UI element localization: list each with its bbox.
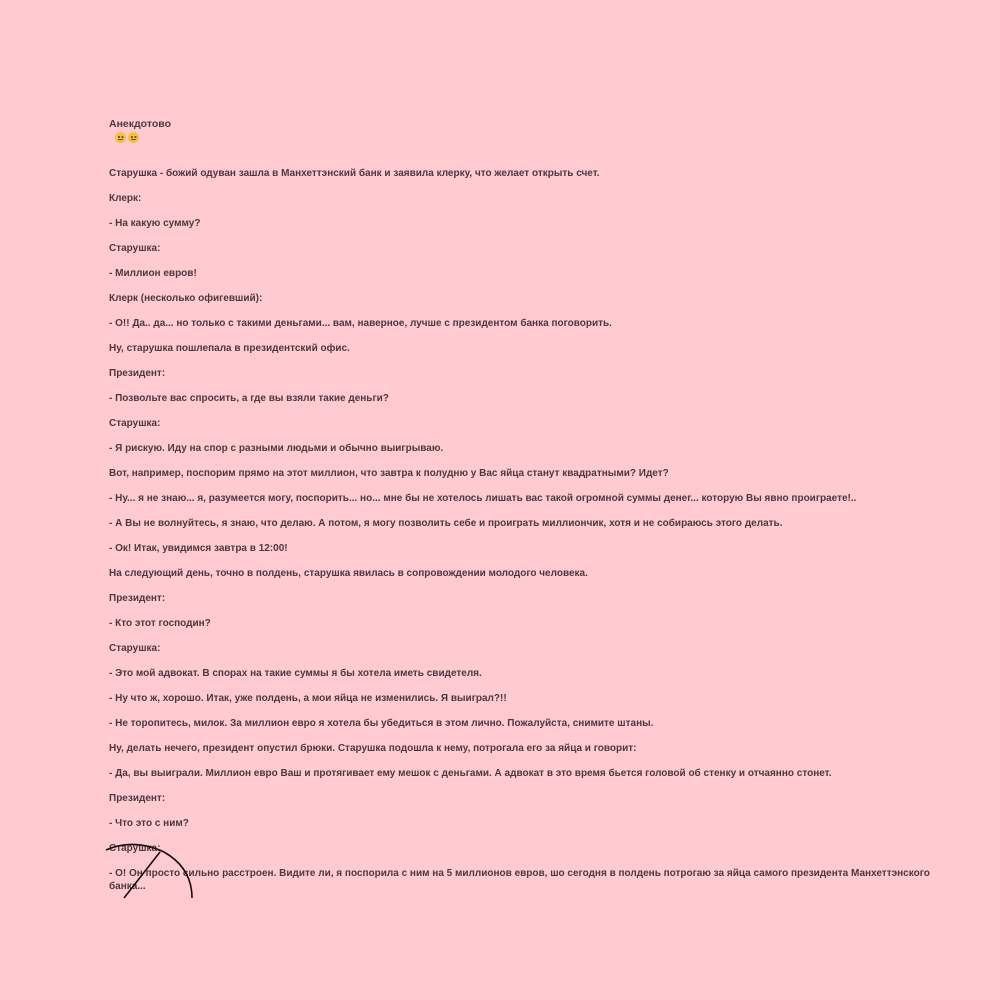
post-line: - Это мой адвокат. В спорах на такие суммы я бы хотела иметь свидетеля.: [109, 668, 482, 679]
smiling-face-icon: [128, 132, 139, 143]
post-line: - На какую сумму?: [109, 218, 201, 229]
post-line: Клерк:: [109, 193, 142, 204]
post-line: - Позвольте вас спросить, а где вы взяли такие деньги?: [109, 393, 389, 404]
post-line: - Что это с ним?: [109, 818, 189, 829]
post-line: Вот, например, поспорим прямо на этот миллион, что завтра к полудню у Вас яйца станут квадратными? Идет?: [109, 468, 669, 479]
post-line: - А Вы не волнуйтесь, я знаю, что делаю. А потом, я могу позволить себе и проиграть миллиончик, хотя и не собираюсь этого делать.: [109, 518, 783, 529]
post-line: Клерк (несколько офигевший):: [109, 293, 263, 304]
post-line: Президент:: [109, 793, 166, 804]
post-line: - О! Он просто сильно расстроен. Видите ли, я поспорила с ним на 5 миллионов евров, шо сегодня в полдень потрогаю за яйца самого президента Манхеттэнского банка...: [109, 868, 930, 892]
post-line: Ну, делать нечего, президент опустил брюки. Старушка подошла к нему, потрогала его за яйца и говорит:: [109, 743, 637, 754]
post-line: Старушка:: [109, 418, 161, 429]
drawing-stroke-mark: [104, 840, 200, 900]
post-line: - Ну... я не знаю... я, разумеется могу, поспорить... но... мне бы не хотелось лишать вас такой огромной суммы денег... которую Вы явно проиграете!..: [109, 493, 857, 504]
post-line: Старушка:: [109, 643, 161, 654]
post-line: Старушка:: [109, 843, 161, 854]
slightly-smiling-face-icon: [115, 132, 126, 143]
post-line: - Да, вы выиграли. Миллион евро Ваш и протягивает ему мешок с деньгами. А адвокат в это время бьется головой об стенку и отчаянно стонет.: [109, 768, 832, 779]
post-line: - Ок! Итак, увидимся завтра в 12:00!: [109, 543, 288, 554]
post-line: Старушка - божий одуван зашла в Манхеттэнский банк и заявила клерку, что желает открыть счет.: [109, 168, 600, 179]
post-line: - Я рискую. Иду на спор с разными людьми и обычно выигрываю.: [109, 443, 444, 454]
post-line: Президент:: [109, 368, 166, 379]
post-body: [109, 167, 949, 893]
post-line: Ну, старушка пошлепала в президентский офис.: [109, 343, 350, 354]
post-title: Анекдотово: [109, 118, 171, 130]
post-container: [109, 118, 949, 905]
post-line: Старушка:: [109, 243, 161, 254]
post-line: - Миллион евров!: [109, 268, 197, 279]
post-line: - О!! Да.. да... но только с такими деньгами... вам, наверное, лучше с президентом банка поговорить.: [109, 318, 612, 329]
post-line: - Ну что ж, хорошо. Итак, уже полдень, а мои яйца не изменились. Я выиграл?!!: [109, 693, 507, 704]
emoji-row: [115, 132, 949, 144]
post-line: На следующий день, точно в полдень, старушка явилась в сопровождении молодого человека.: [109, 568, 588, 579]
post-line: - Не торопитесь, милок. За миллион евро я хотела бы убедиться в этом лично. Пожалуйста, снимите штаны.: [109, 718, 654, 729]
post-line: - Кто этот господин?: [109, 618, 211, 629]
post-line: Президент:: [109, 593, 166, 604]
